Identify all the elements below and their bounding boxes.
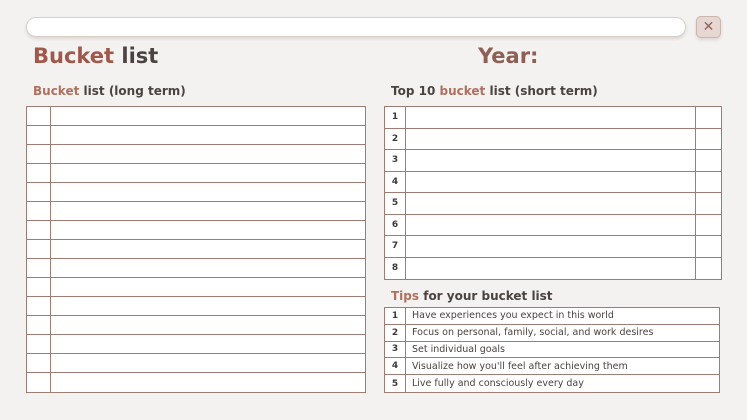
long-term-check-cell[interactable]	[27, 354, 51, 372]
long-term-title-rest: list (long term)	[83, 84, 186, 98]
short-term-row-number: 6	[385, 215, 406, 236]
long-term-row	[27, 164, 365, 183]
short-term-goal-cell[interactable]	[406, 150, 696, 171]
tip-number: 1	[385, 308, 406, 324]
long-term-row	[27, 335, 365, 354]
long-term-row	[27, 316, 365, 335]
long-term-row	[27, 107, 365, 126]
page-title-accent: Bucket	[33, 44, 115, 68]
short-term-row-number: 5	[385, 193, 406, 214]
short-term-check-cell[interactable]	[696, 172, 721, 193]
page-title	[33, 44, 158, 68]
short-term-title-prefix: Top 10	[391, 84, 436, 98]
long-term-check-cell[interactable]	[27, 240, 51, 258]
tip-row	[385, 375, 719, 392]
long-term-check-cell[interactable]	[27, 107, 51, 125]
short-term-table	[384, 106, 722, 280]
long-term-check-cell[interactable]	[27, 316, 51, 334]
long-term-row	[27, 126, 365, 145]
tip-row	[385, 358, 719, 375]
long-term-check-cell[interactable]	[27, 183, 51, 201]
long-term-row	[27, 240, 365, 259]
long-term-check-cell[interactable]	[27, 335, 51, 353]
long-term-row	[27, 221, 365, 240]
short-term-check-cell[interactable]	[696, 150, 721, 171]
short-term-row	[385, 215, 721, 237]
short-term-check-cell[interactable]	[696, 215, 721, 236]
short-term-goal-cell[interactable]	[406, 236, 696, 257]
long-term-check-cell[interactable]	[27, 164, 51, 182]
tip-text: Live fully and consciously every day	[412, 378, 584, 390]
tip-text: Set individual goals	[412, 343, 505, 355]
short-term-goal-cell[interactable]	[406, 107, 696, 128]
short-term-goal-cell[interactable]	[406, 258, 696, 280]
long-term-goal-cell[interactable]	[51, 221, 365, 239]
short-term-check-cell[interactable]	[696, 258, 721, 280]
tip-row	[385, 325, 719, 342]
tip-number: 4	[385, 358, 406, 374]
long-term-goal-cell[interactable]	[51, 259, 365, 277]
long-term-goal-cell[interactable]	[51, 107, 365, 125]
short-term-row-number: 3	[385, 150, 406, 171]
long-term-row	[27, 373, 365, 392]
short-term-row-number: 8	[385, 258, 406, 280]
long-term-goal-cell[interactable]	[51, 202, 365, 220]
tips-title-rest: for your bucket list	[423, 289, 553, 303]
short-term-title-accent: bucket	[439, 84, 486, 98]
tip-number: 5	[385, 375, 406, 392]
page-title-rest: list	[121, 44, 159, 68]
close-button[interactable]	[696, 16, 721, 38]
long-term-row	[27, 259, 365, 278]
tips-title	[391, 289, 553, 303]
long-term-check-cell[interactable]	[27, 278, 51, 296]
long-term-goal-cell[interactable]	[51, 373, 365, 392]
tip-row	[385, 342, 719, 359]
short-term-goal-cell[interactable]	[406, 215, 696, 236]
long-term-goal-cell[interactable]	[51, 316, 365, 334]
long-term-check-cell[interactable]	[27, 145, 51, 163]
short-term-check-cell[interactable]	[696, 193, 721, 214]
long-term-goal-cell[interactable]	[51, 145, 365, 163]
tip-number: 2	[385, 325, 406, 341]
long-term-check-cell[interactable]	[27, 373, 51, 392]
short-term-row	[385, 107, 721, 129]
short-term-title-rest: list (short term)	[489, 84, 598, 98]
long-term-check-cell[interactable]	[27, 259, 51, 277]
tips-title-accent: Tips	[391, 289, 420, 303]
short-term-goal-cell[interactable]	[406, 193, 696, 214]
tip-number: 3	[385, 342, 406, 358]
long-term-goal-cell[interactable]	[51, 164, 365, 182]
long-term-check-cell[interactable]	[27, 221, 51, 239]
long-term-goal-cell[interactable]	[51, 126, 365, 144]
long-term-row	[27, 278, 365, 297]
short-term-row-number: 4	[385, 172, 406, 193]
long-term-goal-cell[interactable]	[51, 240, 365, 258]
tip-text: Visualize how you'll feel after achieving them	[412, 360, 628, 372]
tips-table	[384, 307, 720, 393]
short-term-check-cell[interactable]	[696, 129, 721, 150]
long-term-title-accent: Bucket	[33, 84, 80, 98]
short-term-row	[385, 193, 721, 215]
short-term-row-number: 7	[385, 236, 406, 257]
short-term-check-cell[interactable]	[696, 107, 721, 128]
long-term-goal-cell[interactable]	[51, 297, 365, 315]
short-term-check-cell[interactable]	[696, 236, 721, 257]
long-term-row	[27, 145, 365, 164]
search-bar[interactable]	[26, 17, 686, 37]
short-term-row	[385, 150, 721, 172]
long-term-check-cell[interactable]	[27, 297, 51, 315]
year-label: Year:	[478, 44, 539, 68]
long-term-goal-cell[interactable]	[51, 278, 365, 296]
tip-row	[385, 308, 719, 325]
long-term-check-cell[interactable]	[27, 126, 51, 144]
short-term-row-number: 1	[385, 107, 406, 128]
long-term-row	[27, 297, 365, 316]
short-term-row	[385, 258, 721, 280]
short-term-row	[385, 129, 721, 151]
long-term-row	[27, 183, 365, 202]
long-term-goal-cell[interactable]	[51, 183, 365, 201]
long-term-goal-cell[interactable]	[51, 335, 365, 353]
tip-text: Have experiences you expect in this world	[412, 310, 614, 322]
long-term-check-cell[interactable]	[27, 202, 51, 220]
tip-text: Focus on personal, family, social, and work desires	[412, 327, 654, 339]
short-term-goal-cell[interactable]	[406, 172, 696, 193]
short-term-row	[385, 236, 721, 258]
long-term-row	[27, 354, 365, 373]
long-term-title	[33, 84, 186, 98]
short-term-title	[391, 84, 598, 98]
short-term-goal-cell[interactable]	[406, 129, 696, 150]
long-term-row	[27, 202, 365, 221]
close-icon: ✕	[702, 19, 715, 35]
short-term-row	[385, 172, 721, 194]
short-term-row-number: 2	[385, 129, 406, 150]
long-term-goal-cell[interactable]	[51, 354, 365, 372]
long-term-table	[26, 106, 366, 393]
